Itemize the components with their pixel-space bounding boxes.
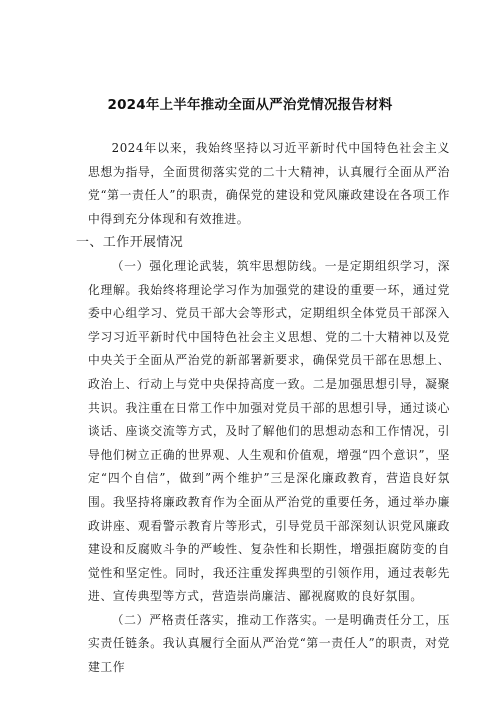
document-title: 2024年上半年推动全面从严治党情况报告材料 [107,97,393,113]
section-heading: 一、工作开展情况 [76,235,184,251]
intro-paragraph: 2024年以来，我始终坚持以习近平新时代中国特色社会主义思想为指导，全面贯彻落实党的二十大精神，认真履行全面从严治党“第一责任人”的职责，确保党的建设和党风廉政建设在各项工作中得到充分体现和有效推进。 [88,141,450,226]
document-body [76,137,450,680]
body-paragraph-2: （二）严格责任落实，推动工作落实。一是明确责任分工，压实责任链条。我认真履行全面从严治党“第一责任人”的职责，对党建工作 [88,612,450,675]
section-heading-wrap [76,231,438,255]
body-paragraph-1: （一）强化理论武装，筑牢思想防线。一是定期组织学习，深化理解。我始终将理论学习作为加强党的建设的重要一环，通过党委中心组学习、党员干部大会等形式，定期组织全体党员干部深入学习习近平新时代中国特色社会主义思想、党的二十大精神以及党中央关于全面从严治党的新部署新要求，确保党员干部在思想上、政治上、行动上与党中央保持高度一致。二是加强思想引导，凝聚共识。我注重在日常工作中加强对党员干部的思想引导，通过谈心谈话、座谈交流等方式，及时了解他们的思想动态和工作情况，引导他们树立正确的世界观、人生观和价值观，增强“四个意识”，坚定“四个自信”，做到”两个维护”三是深化廉政教育，营造良好氛围。我坚持将廉政教育作为全面从严治党的重要任务，通过举办廉政讲座、观看警示教育片等形式，引导党员干部深刻认识党风廉政建设和反腐败斗争的严峻性、复杂性和长期性，增强拒腐防变的自觉性和坚定性。同时，我还注重发挥典型的引领作用，通过表彰先进、宣传典型等方式，营造崇尚廉洁、鄙视腐败的良好氛围。 [88,258,450,604]
